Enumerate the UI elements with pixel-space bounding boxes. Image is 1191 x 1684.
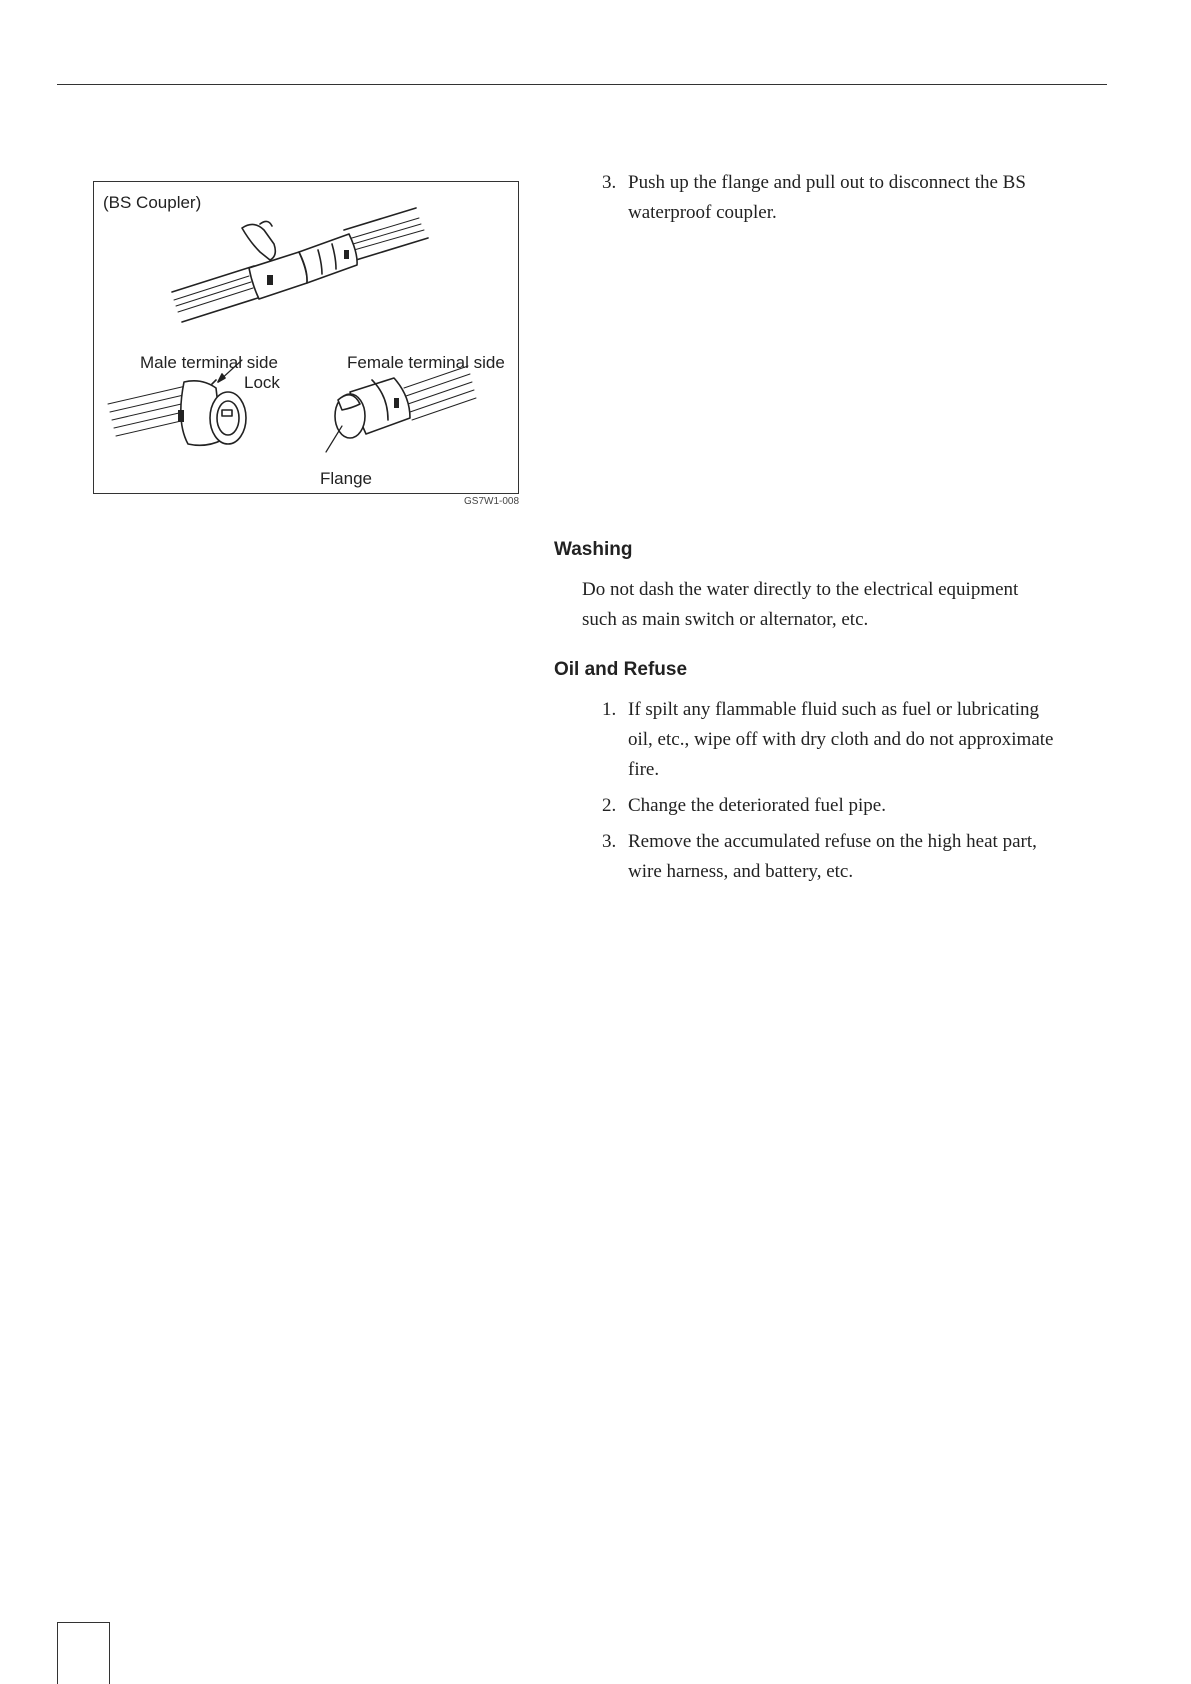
- flange-label: Flange: [320, 469, 372, 488]
- step-text: Push up the flange and pull out to disconnect the BS waterproof coupler.: [628, 172, 1026, 223]
- bs-coupler-figure: [93, 181, 519, 494]
- washing-text: Do not dash the water directly to the electrical equipment such as main switch or alternator, etc.: [582, 579, 1019, 630]
- item-number: 3.: [602, 831, 617, 852]
- item-text: Change the deteriorated fuel pipe.: [628, 795, 886, 816]
- male-terminal-label: Male terminal side: [140, 353, 278, 372]
- item-text: Remove the accumulated refuse on the high heat part, wire harness, and battery, etc.: [628, 831, 1037, 882]
- item-number: 2.: [602, 795, 617, 816]
- step-number: 3.: [602, 172, 617, 193]
- oil-refuse-heading: Oil and Refuse: [554, 659, 688, 680]
- page-corner-tab: [57, 1622, 110, 1684]
- item-text: If spilt any flammable fluid such as fuel or lubricating oil, etc., wipe off with dry cloth and do not approximate fire.: [628, 699, 1054, 780]
- figure-caption: (BS Coupler): [103, 193, 202, 212]
- coupler-illustration: [94, 182, 520, 495]
- figure-code: GS7W1-008: [464, 496, 520, 507]
- female-terminal-label: Female terminal side: [347, 353, 505, 372]
- item-number: 1.: [602, 699, 617, 720]
- washing-heading: Washing: [554, 539, 633, 560]
- lock-label: Lock: [244, 373, 280, 392]
- header-rule: [57, 84, 1107, 85]
